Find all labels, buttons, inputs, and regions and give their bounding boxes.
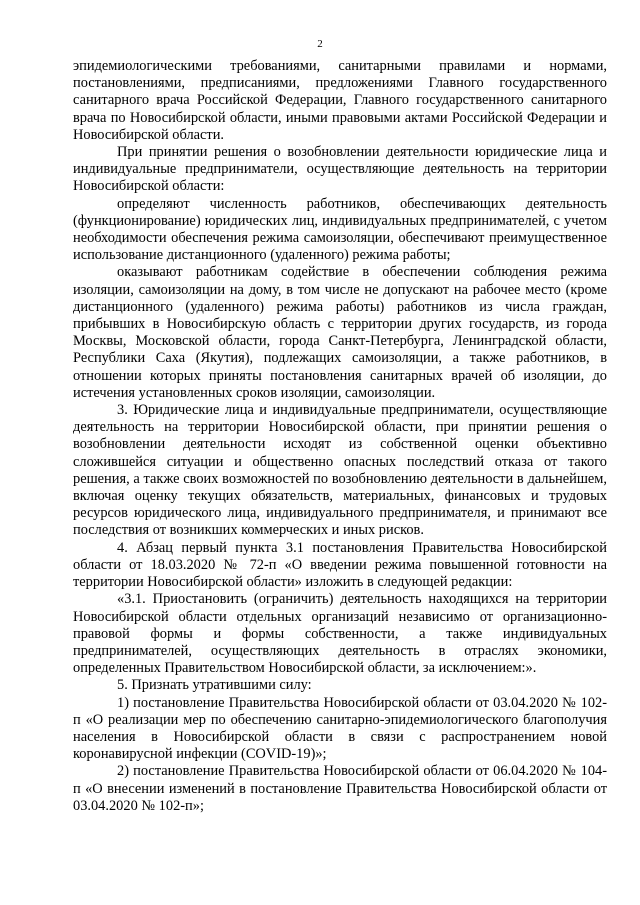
paragraph: оказывают работникам содействие в обеспечении соблюдения режима изоляции, самоизоляции на дому, в том числе не допускают на рабочее место (кроме дистанционного (удаленного) режима работы) работников из числа граждан, прибывших в Новосибирскую область с территории других государств, из города Москвы, Московской области, города Санкт-Петербурга, Ленинградской области, Республики Саха (Якутия), подлежащих самоизоляции, а также работников, в отношении которых приняты постановления санитарных врачей об изоляции, до истечения установленных сроков изоляции, самоизоляции. — [73, 264, 607, 401]
paragraph: «3.1. Приостановить (ограничить) деятельность находящихся на территории Новосибирской области отдельных организаций независимо от организационно-правовой формы и формы собственности, а также индивидуальных предпринимателей, осуществляющих деятельность в отраслях экономики, определенных Правительством Новосибирской области, за исключением:». — [73, 591, 607, 677]
paragraph: При принятии решения о возобновлении деятельности юридические лица и индивидуальные предприниматели, осуществляющие деятельность на территории Новосибирской области: — [73, 144, 607, 195]
page-number: 2 — [317, 38, 323, 50]
paragraph: 4. Абзац первый пункта 3.1 постановления Правительства Новосибирской области от 18.03.2020 № 72-п «О введении режима повышенной готовности на территории Новосибирской области» изложить в следующей редакции: — [73, 539, 607, 591]
paragraph: 1) постановление Правительства Новосибирской области от 03.04.2020 № 102-п «О реализации мер по обеспечению санитарно-эпидемиологического благополучия населения в Новосибирской области в связи с распространением новой коронавирусной инфекции (COVID-19)»; — [73, 694, 607, 763]
paragraph: определяют численность работников, обеспечивающих деятельность (функционирование) юридических лиц, индивидуальных предпринимателей, с учетом необходимости обеспечения режима самоизоляции, обеспечивают преимущественное использование дистанционного (удаленного) режима работы; — [73, 195, 607, 264]
paragraph: 2) постановление Правительства Новосибирской области от 06.04.2020 № 104-п «О внесении изменений в постановление Правительства Новосибирской области от 03.04.2020 № 102-п»; — [73, 763, 607, 814]
document-body — [73, 58, 607, 815]
paragraph: эпидемиологическими требованиями, санитарными правилами и нормами, постановлениями, предписаниями, предложениями Главного государственного санитарного врача Российской Федерации, Главного государственного санитарного врача по Новосибирской области, иными правовыми актами Российской Федерации и Новосибирской области. — [73, 58, 607, 143]
paragraph: 3. Юридические лица и индивидуальные предприниматели, осуществляющие деятельность на территории Новосибирской области, при принятии решения о возобновлении деятельности исходят из собственной оценки объективно сложившейся ситуации и общественно опасных последствий отказа от такого решения, а также своих возможностей по возобновлению деятельности в дальнейшем, включая оценку текущих обязательств, материальных, финансовых и трудовых ресурсов юридического лица, индивидуального предпринимателя, и принимают все последствия от возникших коммерческих и иных рисков. — [73, 402, 607, 539]
paragraph: 5. Признать утратившими силу: — [117, 677, 312, 694]
